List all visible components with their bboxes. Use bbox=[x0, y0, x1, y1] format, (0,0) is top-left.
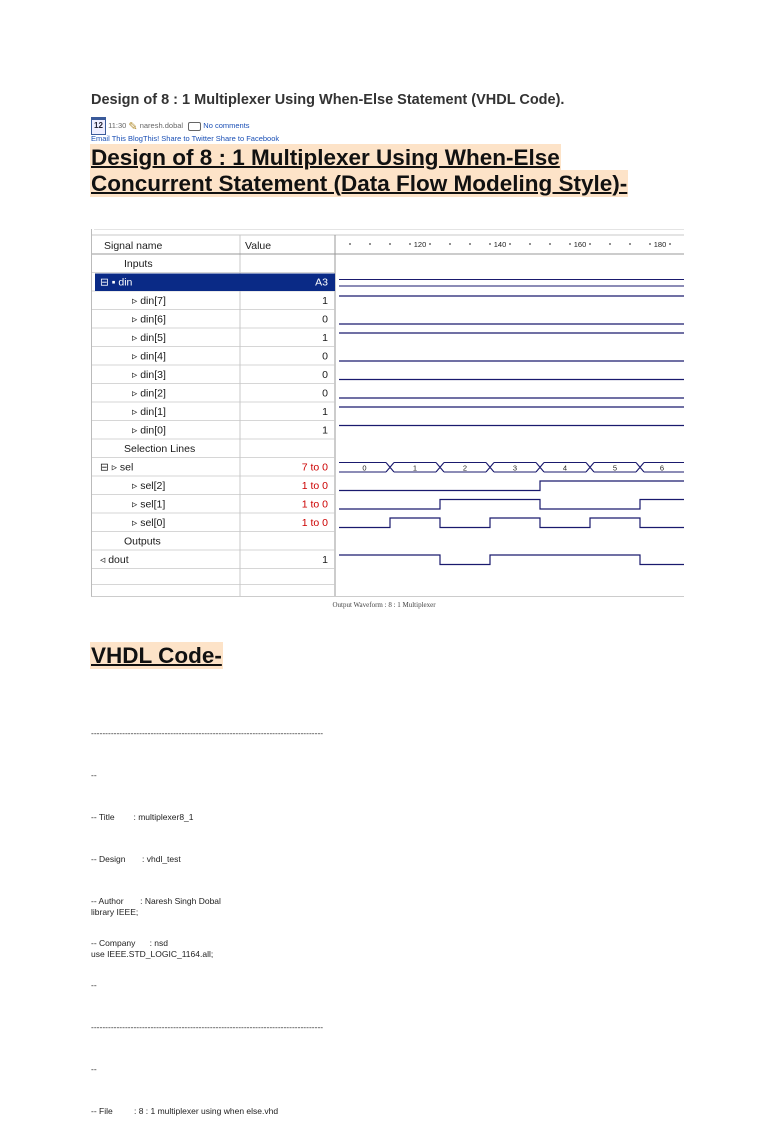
signal-value: 0 bbox=[322, 369, 328, 381]
bus-value-label: 5 bbox=[612, 463, 618, 473]
ruler-tick-label: 160 bbox=[573, 240, 587, 249]
comment-icon bbox=[188, 122, 201, 131]
post-title: Design of 8 : 1 Multiplexer Using When-Else Statement (VHDL Code). bbox=[91, 92, 565, 108]
code-line: -- Author : Naresh Singh Dobal bbox=[91, 896, 221, 906]
signal-value: 0 bbox=[322, 313, 328, 326]
comments-link[interactable]: No comments bbox=[203, 120, 250, 130]
ruler-dot bbox=[509, 243, 511, 245]
code-line: -- bbox=[91, 980, 97, 990]
post-time: 11:30 bbox=[108, 120, 127, 130]
signal-name[interactable]: ▹ din[6] bbox=[132, 313, 166, 326]
signal-value: A3 bbox=[315, 276, 328, 289]
code-line: -- bbox=[91, 770, 97, 780]
ruler-dot bbox=[429, 243, 431, 245]
ruler-dot bbox=[569, 243, 571, 245]
ruler-dot bbox=[369, 243, 371, 245]
ruler-tick-label: 120 bbox=[413, 240, 427, 249]
bus-value-label: 3 bbox=[512, 463, 518, 473]
signal-value: 1 to 0 bbox=[301, 498, 328, 511]
bus-value-label: 4 bbox=[562, 463, 568, 473]
share-links[interactable]: Email This BlogThis! Share to Twitter Share to Facebook bbox=[91, 134, 280, 143]
ruler-dot bbox=[649, 243, 651, 245]
signal-name[interactable]: ▹ din[5] bbox=[132, 332, 166, 344]
header-signal-name: Signal name bbox=[104, 240, 163, 252]
signal-value: 7 to 0 bbox=[301, 461, 328, 474]
signal-name[interactable]: ◃ dout bbox=[100, 554, 129, 566]
code-line: ---------------------------------------------------------------------------------- bbox=[91, 728, 324, 738]
code-line: -- Design : vhdl_test bbox=[91, 854, 181, 864]
header-value: Value bbox=[245, 240, 272, 252]
ruler-dot bbox=[669, 243, 671, 245]
signal-name[interactable]: ⊟ ▪ din bbox=[100, 276, 133, 289]
code-library-block bbox=[91, 877, 213, 975]
signal-name[interactable]: Inputs bbox=[124, 258, 153, 270]
signal-value: 0 bbox=[322, 350, 328, 363]
signal-name[interactable]: ▹ sel[0] bbox=[132, 517, 166, 529]
signal-name[interactable]: ⊟ ▹ sel bbox=[100, 461, 134, 474]
signal-name[interactable]: Outputs bbox=[124, 535, 161, 548]
signal-name[interactable]: ▹ din[7] bbox=[132, 295, 166, 307]
post-meta bbox=[91, 117, 250, 135]
vhdl-code-heading: VHDL Code- bbox=[91, 643, 222, 668]
ruler-dot bbox=[349, 243, 351, 245]
signal-value: 1 bbox=[322, 406, 328, 418]
bus-value-label: 0 bbox=[362, 463, 367, 473]
code-line: -- Company : nsd bbox=[91, 938, 168, 948]
ruler-dot bbox=[469, 243, 471, 245]
signal-name[interactable]: ▹ din[3] bbox=[132, 369, 166, 381]
signal-name[interactable]: ▹ din[4] bbox=[132, 350, 166, 363]
ruler-dot bbox=[529, 243, 531, 245]
ruler-dot bbox=[409, 243, 411, 245]
waveform-svg bbox=[92, 229, 684, 596]
code-line: library IEEE; bbox=[91, 907, 139, 917]
signal-name[interactable]: ▹ sel[1] bbox=[132, 498, 166, 511]
signal-value: 1 bbox=[322, 295, 328, 307]
post-author[interactable]: naresh.dobal bbox=[139, 120, 184, 130]
signal-value: 1 to 0 bbox=[301, 517, 328, 529]
bus-value-label: 2 bbox=[462, 463, 468, 473]
ruler-tick-label: 180 bbox=[653, 240, 667, 249]
code-line: -- File : 8 : 1 multiplexer using when else.vhd bbox=[91, 1106, 279, 1116]
bus-value-label: 6 bbox=[659, 463, 665, 473]
signal-name[interactable]: ▹ sel[2] bbox=[132, 480, 166, 492]
ruler-dot bbox=[549, 243, 551, 245]
signal-value: 0 bbox=[322, 387, 328, 400]
ruler-dot bbox=[489, 243, 491, 245]
ruler-dot bbox=[449, 243, 451, 245]
calendar-icon: 12 bbox=[91, 117, 106, 135]
signal-name[interactable]: ▹ din[0] bbox=[132, 424, 166, 437]
ruler-tick-label: 140 bbox=[493, 240, 507, 249]
signal-name[interactable]: Selection Lines bbox=[124, 443, 196, 455]
signal-value: 1 to 0 bbox=[301, 480, 328, 492]
article-heading-line-1: Design of 8 : 1 Multiplexer Using When-Else bbox=[91, 145, 560, 170]
code-line: -- Title : multiplexer8_1 bbox=[91, 812, 194, 822]
waveform-screenshot bbox=[91, 229, 684, 597]
signal-name[interactable]: ▹ din[1] bbox=[132, 406, 166, 418]
author-icon: ✎ bbox=[128, 120, 138, 133]
ruler-dot bbox=[389, 243, 391, 245]
signal-value: 1 bbox=[322, 554, 328, 566]
ruler-dot bbox=[589, 243, 591, 245]
code-line: ---------------------------------------------------------------------------------- bbox=[91, 1022, 324, 1032]
waveform-caption: Output Waveform : 8 : 1 Multiplexer bbox=[332, 601, 436, 609]
code-line: -- bbox=[91, 1064, 97, 1074]
signal-name[interactable]: ▹ din[2] bbox=[132, 387, 166, 400]
signal-value: 1 bbox=[322, 332, 328, 344]
ruler-dot bbox=[629, 243, 631, 245]
ruler-dot bbox=[609, 243, 611, 245]
article-heading-line-2: Concurrent Statement (Data Flow Modeling Style)- bbox=[91, 171, 628, 196]
signal-value: 1 bbox=[322, 424, 328, 437]
bus-value-label: 1 bbox=[412, 463, 418, 473]
code-line: use IEEE.STD_LOGIC_1164.all; bbox=[91, 949, 214, 959]
